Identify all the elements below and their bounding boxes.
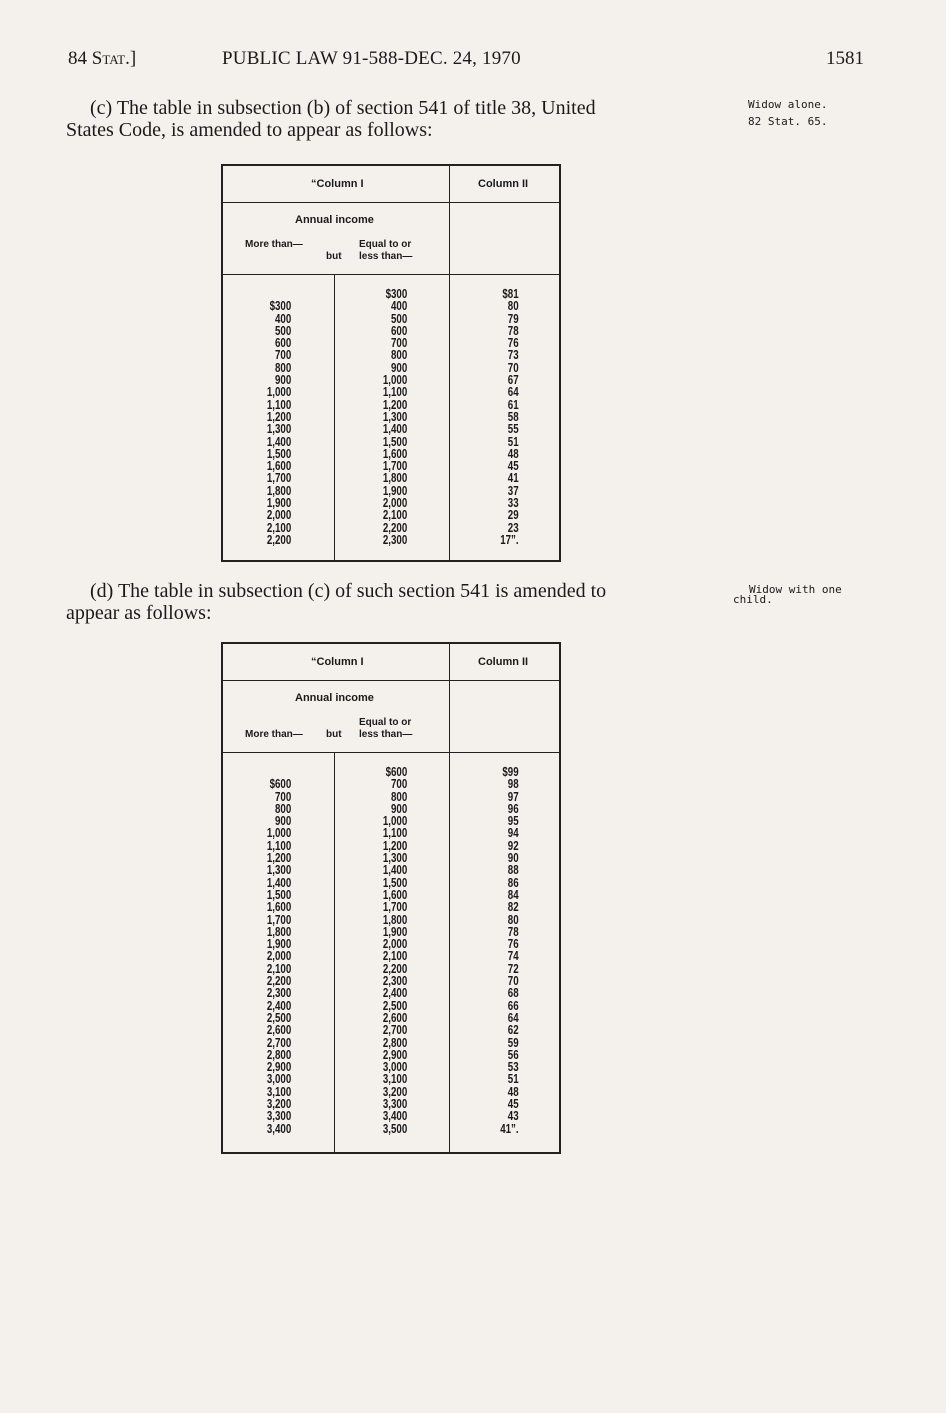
more-than-column [267, 766, 291, 1135]
table-cell: 55 [508, 422, 519, 437]
table-cell: 2,000 [266, 508, 291, 523]
table-cell: 1,500 [266, 446, 291, 461]
table-cell: 2,400 [382, 986, 407, 1001]
table-cell: 48 [508, 1084, 519, 1099]
equal-to-or-header: Equal to or [359, 239, 412, 250]
table-cell: 2,000 [382, 937, 407, 952]
table-cell: $300 [385, 287, 407, 301]
table-cell: 500 [274, 323, 291, 338]
table-cell: 17”. [500, 532, 519, 547]
table-cell: 3,100 [382, 1072, 407, 1087]
page-number: 1581 [826, 48, 864, 69]
table-cell: 1,700 [382, 459, 407, 474]
table-cell: 700 [390, 777, 407, 792]
table-cell: 67 [508, 373, 519, 388]
table-cell: 2,800 [266, 1047, 291, 1062]
table-cell: 3,000 [266, 1072, 291, 1087]
table-cell: 1,000 [266, 385, 291, 400]
more-than-header: More than— [245, 729, 303, 740]
column-ii-header: Column II [478, 656, 529, 668]
amount-column [501, 766, 519, 1135]
table-cell: 1,100 [382, 826, 407, 841]
section-c-line-2: States Code, is amended to appear as follows: [66, 119, 433, 141]
table-cell: 1,400 [266, 875, 291, 890]
table-cell: 84 [508, 887, 519, 902]
table-cell: 2,900 [382, 1047, 407, 1062]
table-cell: $600 [269, 777, 291, 792]
table-cell: 80 [508, 299, 519, 314]
table-cell: 900 [274, 373, 291, 388]
table-cell: 95 [508, 814, 519, 829]
table-cell: 3,300 [266, 1109, 291, 1124]
table-cell: 53 [508, 1060, 519, 1075]
table-cell: 1,400 [382, 863, 407, 878]
margin-note-line-2: child. [733, 593, 773, 606]
table-cell: 700 [390, 336, 407, 351]
law-title: PUBLIC LAW 91-588-DEC. 24, 1970 [222, 48, 521, 69]
table-cell: $81 [502, 287, 519, 301]
table-cell: 41 [508, 471, 519, 486]
equal-to-or-header: Equal to or [359, 717, 412, 728]
table-cell: 68 [508, 986, 519, 1001]
table-cell: 2,500 [382, 998, 407, 1013]
table-cell: 3,500 [382, 1121, 407, 1136]
section-d-paragraph [66, 580, 726, 624]
table-cell: 900 [390, 360, 407, 375]
table-cell: 700 [274, 348, 291, 363]
table-cell: 1,300 [266, 863, 291, 878]
table-cell: 1,500 [382, 434, 407, 449]
stat-bracket: ] [129, 48, 137, 69]
table-cell: 500 [390, 311, 407, 326]
table-cell: 2,200 [382, 961, 407, 976]
but-label: but [326, 251, 342, 262]
table-cell: 3,000 [382, 1060, 407, 1075]
table-cell: 2,300 [382, 532, 407, 547]
table-cell: 98 [508, 777, 519, 792]
table-cell: 2,100 [382, 508, 407, 523]
table-cell: 1,800 [266, 924, 291, 939]
table-cell: 800 [274, 360, 291, 375]
table-cell: $300 [269, 299, 291, 314]
table-cell: 1,900 [382, 483, 407, 498]
table-cell: 1,200 [266, 851, 291, 866]
table-cell: 2,100 [266, 520, 291, 535]
table-cell: 1,600 [266, 459, 291, 474]
section-d-line-1: (d) The table in subsection (c) of such section 541 is amended to [90, 580, 607, 602]
table-cell: 88 [508, 863, 519, 878]
table-cell: 33 [508, 496, 519, 511]
table-cell: 73 [508, 348, 519, 363]
table-cell: 59 [508, 1035, 519, 1050]
table-cell: 2,500 [266, 1010, 291, 1025]
stat-citation [68, 48, 136, 70]
table-cell: $600 [385, 765, 407, 779]
income-table-widow-alone [221, 164, 561, 562]
table-cell: 76 [508, 937, 519, 952]
table-cell: 2,300 [266, 986, 291, 1001]
table-cell: 1,600 [382, 887, 407, 902]
table-cell: 1,500 [382, 875, 407, 890]
table-cell: 1,100 [266, 838, 291, 853]
table-cell: 82 [508, 900, 519, 915]
table-cell: 61 [508, 397, 519, 412]
table-cell: 1,700 [382, 900, 407, 915]
table-cell: 70 [508, 974, 519, 989]
table-cell: 1,300 [382, 409, 407, 424]
less-than-header: less than— [359, 251, 413, 262]
table-cell: 1,800 [266, 483, 291, 498]
table-cell: 3,200 [266, 1097, 291, 1112]
table-cell: 2,000 [266, 949, 291, 964]
table-cell: 1,100 [382, 385, 407, 400]
margin-note-line-1: Widow alone. [748, 98, 828, 111]
table-cell: 3,400 [266, 1121, 291, 1136]
stat-label: Stat. [91, 48, 130, 69]
table-cell: 2,100 [266, 961, 291, 976]
table-cell: 45 [508, 1097, 519, 1112]
margin-note-line-1: Widow with one [749, 583, 842, 596]
section-c-paragraph [66, 97, 726, 141]
table-cell: 1,700 [266, 471, 291, 486]
table-cell: 51 [508, 434, 519, 449]
table-cell: 37 [508, 483, 519, 498]
section-c-line-1: (c) The table in subsection (b) of section 541 of title 38, United [90, 97, 596, 119]
table-cell: 1,400 [382, 422, 407, 437]
table-cell: 1,300 [382, 851, 407, 866]
income-table-widow-with-child [221, 642, 561, 1154]
table-cell: 600 [274, 336, 291, 351]
table-cell: 3,100 [266, 1084, 291, 1099]
table-cell: 45 [508, 459, 519, 474]
table-cell: 800 [390, 789, 407, 804]
table-cell: 1,200 [382, 838, 407, 853]
table-cell: 62 [508, 1023, 519, 1038]
table-cell: 74 [508, 949, 519, 964]
table-cell: 1,900 [266, 937, 291, 952]
less-than-header: less than— [359, 729, 413, 740]
annual-income-header: Annual income [295, 692, 374, 704]
table-cell: 1,800 [382, 471, 407, 486]
table-cell: 1,100 [266, 397, 291, 412]
table-cell: 400 [390, 299, 407, 314]
column-i-header: “Column I [311, 656, 364, 668]
table-cell: 23 [508, 520, 519, 535]
table-cell: 2,300 [382, 974, 407, 989]
table-cell: 2,400 [266, 998, 291, 1013]
table-cell: 700 [274, 789, 291, 804]
table-cell: 1,600 [382, 446, 407, 461]
table-cell: 600 [390, 323, 407, 338]
table-cell: 3,200 [382, 1084, 407, 1099]
table-cell: 1,900 [382, 924, 407, 939]
table-cell: 3,300 [382, 1097, 407, 1112]
table-cell: $99 [502, 765, 519, 779]
table-cell: 70 [508, 360, 519, 375]
table-cell: 800 [274, 801, 291, 816]
table-cell: 92 [508, 838, 519, 853]
table-cell: 2,200 [266, 532, 291, 547]
table-cell: 58 [508, 409, 519, 424]
but-label: but [326, 729, 342, 740]
table-cell: 400 [274, 311, 291, 326]
column-ii-header: Column II [478, 178, 529, 190]
table-cell: 76 [508, 336, 519, 351]
table-cell: 2,200 [382, 520, 407, 535]
table-cell: 2,800 [382, 1035, 407, 1050]
table-cell: 64 [508, 1010, 519, 1025]
table-cell: 90 [508, 851, 519, 866]
table-cell: 2,600 [266, 1023, 291, 1038]
table-cell: 43 [508, 1109, 519, 1124]
table-cell: 1,800 [382, 912, 407, 927]
table-cell: 66 [508, 998, 519, 1013]
table-cell: 2,700 [382, 1023, 407, 1038]
table-cell: 78 [508, 323, 519, 338]
table-cell: 1,400 [266, 434, 291, 449]
table-cell: 1,600 [266, 900, 291, 915]
table-cell: 2,000 [382, 496, 407, 511]
table-cell: 72 [508, 961, 519, 976]
table-cell: 94 [508, 826, 519, 841]
margin-note-line-2: 82 Stat. 65. [748, 115, 828, 128]
more-than-header: More than— [245, 239, 303, 250]
table-cell: 56 [508, 1047, 519, 1062]
table-cell: 2,700 [266, 1035, 291, 1050]
table-cell: 1,000 [382, 373, 407, 388]
table-cell: 900 [274, 814, 291, 829]
table-cell: 1,700 [266, 912, 291, 927]
more-than-column [267, 288, 291, 546]
table-cell: 2,900 [266, 1060, 291, 1075]
table-cell: 29 [508, 508, 519, 523]
table-cell: 3,400 [382, 1109, 407, 1124]
table-cell: 2,100 [382, 949, 407, 964]
table-cell: 1,200 [382, 397, 407, 412]
table-cell: 51 [508, 1072, 519, 1087]
table-cell: 64 [508, 385, 519, 400]
table-cell: 900 [390, 801, 407, 816]
margin-note-widow-alone [748, 96, 827, 130]
table-cell: 41”. [500, 1121, 519, 1136]
table-cell: 1,000 [382, 814, 407, 829]
table-cell: 86 [508, 875, 519, 890]
table-cell: 1,500 [266, 887, 291, 902]
table-cell: 78 [508, 924, 519, 939]
section-d-line-2: appear as follows: [66, 602, 212, 624]
less-than-column [383, 288, 407, 546]
table-cell: 1,900 [266, 496, 291, 511]
annual-income-header: Annual income [295, 214, 374, 226]
table-cell: 48 [508, 446, 519, 461]
table-cell: 2,600 [382, 1010, 407, 1025]
table-cell: 80 [508, 912, 519, 927]
table-cell: 1,200 [266, 409, 291, 424]
column-i-header: “Column I [311, 178, 364, 190]
table-cell: 1,300 [266, 422, 291, 437]
table-cell: 1,000 [266, 826, 291, 841]
table-cell: 2,200 [266, 974, 291, 989]
less-than-column [383, 766, 407, 1135]
stat-volume: 84 [68, 48, 87, 69]
table-cell: 96 [508, 801, 519, 816]
amount-column [501, 288, 519, 546]
table-cell: 97 [508, 789, 519, 804]
table-cell: 800 [390, 348, 407, 363]
margin-note-widow-with-child [733, 581, 873, 608]
table-cell: 79 [508, 311, 519, 326]
